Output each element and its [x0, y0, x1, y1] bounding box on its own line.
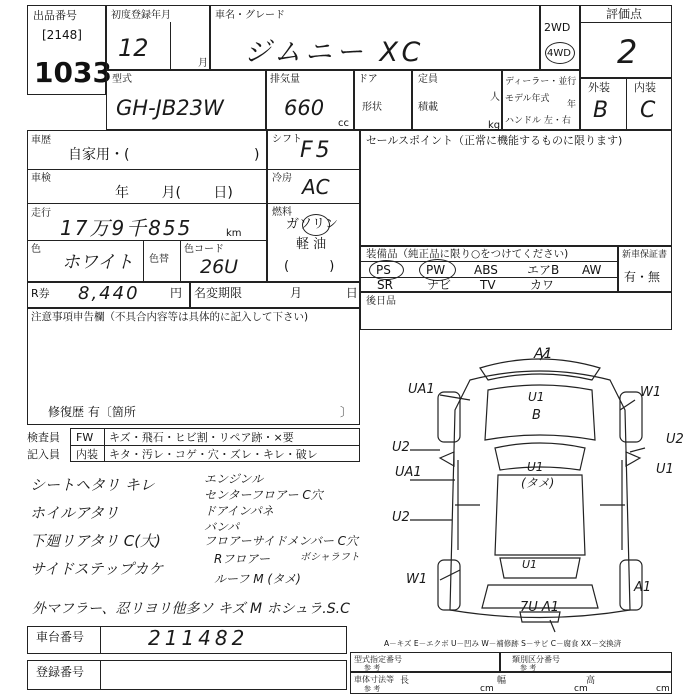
size-length-unit: cm	[480, 684, 494, 694]
diagram-a1-top: A1	[534, 346, 553, 362]
grade-label: 評価点	[606, 7, 643, 21]
color-code-label: 色コード	[184, 244, 224, 255]
load-label: 積載	[418, 102, 438, 113]
equipment-pw: PW	[426, 263, 446, 277]
diagram-u2-left: U2	[392, 440, 410, 455]
history-close: )	[254, 147, 260, 163]
class-label: 類別区分番号	[512, 655, 560, 664]
inspector-row2-legend: キタ・汚レ・コゲ・穴・ズレ・キレ・破レ	[109, 448, 318, 461]
color-divider-1	[143, 240, 144, 282]
car-number-value: 211482	[148, 626, 249, 650]
door-label: ドア	[358, 74, 378, 85]
fuel-label: 燃料	[272, 207, 292, 218]
size-width-unit: cm	[574, 684, 588, 694]
diagram-roof-note: (タメ)	[521, 476, 555, 490]
history-label: 車歴	[31, 135, 51, 146]
interior-legend-label: 内装	[76, 448, 98, 461]
year-unit: 年	[567, 100, 577, 110]
note-mid-5: フロアーサイドメンバー C穴	[204, 534, 359, 548]
color-label: 色	[31, 244, 41, 255]
interior-value: C	[640, 98, 656, 123]
history-divider-2	[27, 203, 267, 204]
sales-point-label: セールスポイント（正常に機能するものに限ります)	[366, 134, 623, 147]
fuel-gasoline: ガソリン	[286, 217, 339, 232]
displacement-label: 排気量	[270, 74, 300, 85]
kg-unit: kg	[488, 120, 501, 131]
displacement-value: 660	[284, 96, 325, 120]
equipment-ps-circle	[369, 260, 404, 280]
diagram-u1-right: U1	[656, 462, 674, 477]
shift-value: F5	[300, 138, 333, 163]
fuel-diesel: 軽 油	[296, 237, 327, 252]
note-mid-2: センターフロアー C穴	[204, 488, 323, 502]
docs-box	[360, 292, 672, 330]
diagram-u2-left2: U2	[392, 510, 410, 525]
note-left-1: シートヘタリ キレ	[30, 476, 155, 494]
model-label: 型式	[112, 74, 132, 85]
drive-4wd: 4WD	[547, 48, 571, 59]
diagram-ua1-left2: UA1	[395, 465, 422, 480]
dealer-label: ディーラー・並行	[505, 77, 577, 87]
lot-small-number: [2148]	[42, 28, 82, 42]
repair-close: 〕	[340, 405, 353, 419]
interior-label: 内装	[634, 81, 656, 94]
inspection-label: 車検	[31, 173, 51, 184]
first-registration-divider	[170, 22, 171, 70]
size-height-unit: cm	[656, 684, 670, 694]
damage-legend: A－キズ E－エクボ U－凹み W－補修跡 S－サビ C－腐食 XX－交換済	[384, 639, 622, 648]
diagram-rear-letters: 7U A1	[520, 600, 560, 615]
inspector-row-divider	[70, 445, 360, 446]
equipment-ps: PS	[376, 263, 391, 277]
size-ref: 参 考	[364, 685, 381, 693]
note-left-3: 下廻リアタリ C(大)	[30, 532, 161, 550]
inspector-row1-legend: キズ・飛石・ヒビ割・リペア跡・×要	[109, 431, 294, 444]
fw-label: FW	[76, 431, 94, 444]
inspector-col-divider	[104, 428, 105, 462]
note-left-4: サイドステップカケ	[30, 560, 164, 578]
ac-value: AC	[302, 175, 330, 199]
km-unit: km	[226, 228, 242, 239]
sales-point-box	[360, 130, 672, 246]
exterior-interior-divider	[626, 78, 627, 130]
history-divider-1	[27, 169, 267, 170]
first-registration-label: 初度登録年月	[111, 10, 171, 21]
diagram-u2-right: U2	[666, 432, 684, 447]
equipment-aw: AW	[582, 263, 602, 277]
note-mid-7: ルーフ M (タメ)	[214, 572, 301, 586]
note-mid-1: エンジンル	[204, 472, 264, 486]
diagram-u1-roof: U1	[527, 460, 544, 474]
repair-history: 修復歴 有〔箇所	[48, 405, 136, 419]
lot-number: 1033	[34, 56, 112, 89]
equipment-tv: TV	[480, 278, 496, 292]
size-length: 長	[400, 676, 410, 686]
size-box	[350, 672, 672, 694]
model-value: GH-JB23W	[116, 96, 224, 120]
note-mid-4: バンパ	[204, 520, 240, 534]
color-divider-2	[180, 240, 181, 282]
equipment-abs: ABS	[474, 263, 498, 277]
diagram-w1-left: W1	[406, 572, 428, 587]
diagram-u1-top: U1	[528, 390, 545, 404]
class-ref: 参 考	[520, 664, 537, 672]
lot-label: 出品番号	[33, 9, 77, 22]
shape-label: 形状	[362, 102, 382, 113]
exterior-label: 外装	[588, 81, 610, 94]
exterior-value: B	[593, 98, 609, 123]
cc-unit: cc	[338, 118, 349, 129]
car-name-label: 車名・グレード	[215, 10, 285, 21]
reg-number-divider	[100, 660, 101, 690]
shift-label: シフト	[272, 134, 302, 145]
note-mid-right: ボシャラフト	[300, 552, 360, 563]
person-unit: 人	[490, 92, 500, 103]
equipment-leather: カワ	[530, 278, 555, 292]
note-left-2: ホイルアタリ	[30, 504, 119, 522]
diagram-w1-right: W1	[640, 385, 662, 400]
inspection-units: 年 月( 日)	[115, 185, 233, 201]
color-code-value: 26U	[200, 256, 239, 278]
fuel-paren: ( )	[284, 259, 335, 274]
warranty-value: 有・無	[624, 270, 661, 284]
history-value: 自家用・(	[68, 147, 130, 163]
month-unit: 月	[198, 58, 208, 69]
inspector-label: 検査員	[27, 431, 60, 444]
note-bottom: 外マフラー、忍リヨリ他多ソ キズ M ホシュラ.S.C	[32, 601, 350, 617]
ac-label: 冷房	[272, 173, 292, 184]
diagram-ua1-left: UA1	[408, 382, 435, 397]
car-name-value: ジムニー XC	[244, 37, 425, 68]
mileage-label: 走行	[31, 208, 51, 219]
equipment-label: 装備品（純正品に限り○をつけてください)	[366, 248, 569, 260]
warranty-label: 新車保証書	[622, 250, 668, 260]
diagram-b-hood: B	[532, 408, 541, 423]
equipment-navi: ナビ	[427, 278, 452, 292]
equipment-airbag: エアB	[527, 263, 560, 277]
color-change-label: 色替	[149, 254, 169, 265]
diagram-a1-rear: A1	[634, 580, 652, 595]
type-designation-label: 型式指定番号	[354, 655, 402, 664]
car-number-divider	[100, 626, 101, 654]
note-mid-6: Rフロアー	[214, 552, 270, 566]
mileage-value: 17万9千855	[60, 216, 193, 240]
color-value: ホワイト	[62, 252, 134, 273]
grade-value: 2	[617, 33, 638, 71]
handle-label: ハンドル 左・右	[505, 116, 571, 126]
specs-divider-2	[267, 203, 360, 204]
size-height: 高	[586, 676, 596, 686]
size-label: 車体寸法等	[354, 675, 394, 684]
model-year-label: モデル年式	[505, 94, 550, 104]
note-mid-3: ドアインパネ	[204, 504, 274, 518]
equipment-sr: SR	[377, 278, 393, 292]
name-change-label: 名変期限	[194, 286, 243, 300]
name-change-units: 月 日	[290, 286, 358, 300]
car-number-label: 車台番号	[36, 630, 85, 644]
specs-divider-1	[267, 169, 360, 170]
grade-divider	[580, 22, 672, 23]
docs-label: 後日品	[366, 296, 396, 307]
capacity-label: 定員	[418, 74, 438, 85]
first-registration-value: 12	[118, 34, 149, 62]
reg-number-label: 登録番号	[36, 665, 85, 679]
entry-label: 記入員	[27, 448, 60, 461]
drive-2wd: 2WD	[544, 21, 571, 34]
recycle-value: 8,440	[78, 283, 140, 304]
yen-unit: 円	[170, 286, 183, 300]
diagram-rear-mark: U1	[522, 558, 538, 571]
size-width: 幅	[497, 676, 507, 686]
notes-label: 注意事項申告欄（不具合内容等は具体的に記入して下さい)	[31, 311, 309, 323]
recycle-label: R券	[31, 287, 50, 300]
type-designation-ref: 参 考	[364, 664, 381, 672]
